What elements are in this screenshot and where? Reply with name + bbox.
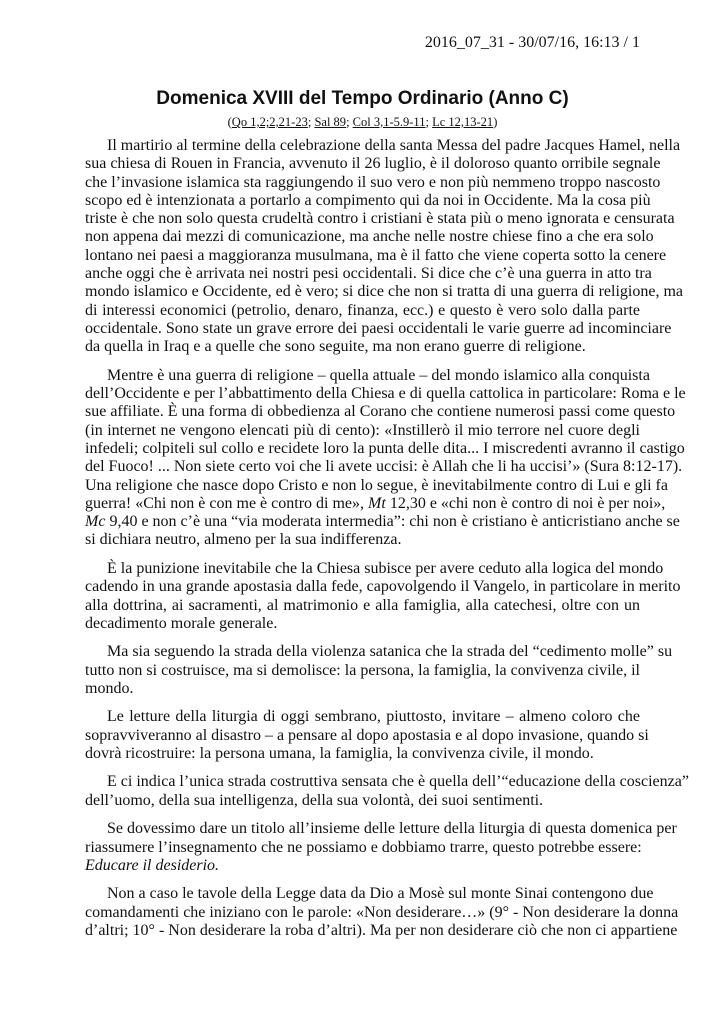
text-line (85, 903, 679, 922)
reference-paren-open: ( (227, 115, 232, 129)
scripture-reference-link[interactable]: Lc 12,13-21 (432, 115, 494, 129)
text-run: Mentre è una guerra di religione – quella attuale – del mondo islamico alla conquista (107, 366, 650, 384)
text-run: del Fuoco! ... Non siete certo voi che li avete uccisi: è Allah che li ha uccisi’» (Sura 8:12-17). (85, 458, 683, 476)
text-line (85, 155, 661, 173)
text-run: di interessi economici (petrolio, denaro, finanza, ecc.) e questo è vero solo dalla parte (85, 301, 640, 319)
text-run: 9,40 e non c’è una “via moderata intermedia”: chi non è cristiano è anticristiano anche se (105, 513, 680, 531)
text-run: cadendo in una grande apostasia dalla fede, capovolgendo il Vangelo, in particolare in merito (85, 578, 681, 596)
scripture-reference-link[interactable]: Col 3,1-5.9-11 (352, 115, 426, 129)
text-line (85, 476, 668, 495)
text-run: lontano nei paesi a maggioranza musulmana, ma è il fatto che viene coperta sotto la cenere (85, 246, 667, 264)
text-line (85, 578, 681, 596)
text-line (85, 680, 640, 698)
text-run: guerra! «Chi non è con me è contro di me», (85, 494, 369, 512)
text-run: riassumere l’insegnamento che ne possiamo e dobbiamo trarre, questo potrebbe essere: (85, 838, 642, 856)
text-line (85, 283, 684, 301)
text-run: È la punizione inevitabile che la Chiesa subisce per avere ceduto alla logica del mondo (107, 559, 664, 577)
text-run: tutto non si costruisce, ma si demolisce: la persona, la famiglia, la convivenza civile, il (85, 661, 640, 679)
text-line (85, 921, 678, 940)
text-run: Non a caso le tavole della Legge data da Dio a Mosè sul monte Sinai contengono due (107, 885, 654, 903)
text-run: occidentale. Sono state un grave errore dei paesi occidentali le varie guerre ad incominciare (85, 319, 672, 337)
text-line (85, 708, 640, 726)
text-line (85, 559, 664, 578)
page-header-meta: 2016_07_31 - 30/07/16, 16:13 / 1 (424, 34, 640, 51)
text-run: decadimento morale generale. (85, 614, 278, 632)
text-line (85, 458, 683, 476)
text-run: mondo islamico e Occidente, ed è vero; si dice che non si tratta di una guerra di religione, ma (85, 283, 684, 301)
text-line (85, 643, 673, 661)
text-line (85, 403, 676, 421)
paragraph (85, 820, 677, 875)
reference-separator: ; (346, 115, 353, 129)
text-run: dell’Occidente e per l’abbattimento della Chiesa e di quella cattolica in particolare: Roma e le (85, 385, 686, 403)
text-line (85, 885, 654, 903)
text-run: Una religione che nasce dopo Cristo e non lo segue, è inevitabilmente contro di Lui e gli fa (85, 476, 668, 494)
text-line (85, 531, 640, 549)
paragraph (85, 366, 686, 550)
text-run: che l’invasione islamica sta raggiungendo il suo vero e non più nemmeno troppo nascosto (85, 173, 661, 191)
text-line (85, 191, 651, 210)
scripture-reference-link[interactable]: Qo 1,2;2,21-23 (231, 115, 308, 129)
paragraph (85, 885, 679, 940)
italic-text: Mc (85, 513, 106, 531)
paragraph (85, 708, 649, 763)
reference-paren-close: ) (493, 115, 498, 129)
text-line (85, 494, 666, 513)
text-run: comandamenti che iniziano con le parole: «Non desiderare…» (9° - Non desiderare la donna (85, 903, 679, 921)
text-run: scopo ed è intenzionata a portarlo a compimento qui da noi in Occidente. Ma la cosa più (85, 191, 651, 209)
text-line (85, 246, 667, 265)
text-line (85, 439, 685, 458)
italic-text: Mt (368, 494, 386, 512)
text-line (85, 422, 640, 440)
text-line (85, 513, 680, 531)
text-line (85, 228, 654, 246)
paragraph (85, 137, 684, 357)
text-line (85, 385, 686, 403)
reference-separator: ; (307, 115, 315, 129)
text-run: triste è che non solo questa crudeltà contro i cristiani è stata più o meno ignorata e censurata (85, 210, 675, 228)
text-run: (in internet ne vengono elencati più di cento): «Instillerò il mio terrore nel cuore degli (85, 421, 640, 439)
text-run: anche oggi che è arrivata nei nostri pesi occidentali. Si dice che c’è una guerra in atto tra (85, 265, 652, 283)
text-run: E ci indica l’unica strada costruttiva sensata che è quella dell’“educazione della coscienza” (107, 773, 689, 791)
text-line (85, 265, 652, 283)
text-line (85, 319, 672, 338)
text-run: infedeli; colpiteli sul collo e recidete loro la punta delle dita... I miscredenti avranno il castigo (85, 439, 685, 457)
text-line (85, 615, 640, 633)
text-line (85, 820, 677, 838)
text-line (85, 366, 650, 385)
text-run: d’altri; 10° - Non desiderare la roba d’altri). Ma per non desiderare ciò che non ci appartiene (85, 921, 678, 939)
text-line (85, 839, 640, 857)
paragraph (85, 643, 673, 698)
text-line (85, 302, 640, 320)
text-line (85, 726, 649, 745)
text-run: si dichiara neutro, almeno per la sua indifferenza. (85, 531, 402, 549)
text-line (85, 210, 675, 228)
scripture-references (0, 115, 725, 130)
reference-separator: ; (425, 115, 433, 129)
text-line (85, 792, 640, 810)
text-run: mondo. (85, 679, 134, 697)
text-run: non appena dai mezzi di comunicazione, ma anche nelle nostre chiese fino a che era solo (85, 228, 654, 246)
text-run: dell’uomo, della sua intelligenza, della sua volontà, dei suoi sentimenti. (85, 791, 544, 809)
text-line (85, 338, 640, 356)
text-line (85, 137, 681, 155)
text-run: Le letture della liturgia di oggi sembrano, piuttosto, invitare – almeno coloro che (107, 708, 640, 726)
text-run: sue affiliate. È una forma di obbedienza al Corano che contiene numerosi passi come questo (85, 403, 676, 421)
text-line (85, 773, 689, 791)
scripture-reference-link[interactable]: Sal 89 (314, 115, 347, 129)
page-title: Domenica XVIII del Tempo Ordinario (Anno C) (156, 88, 569, 109)
text-run: da quella in Iraq e a quelle che sono seguite, ma non erano guerre di religione. (85, 338, 586, 356)
text-line (85, 597, 640, 615)
text-run: Se dovessimo dare un titolo all’insieme delle letture della liturgia di questa domenica per (107, 820, 677, 838)
text-run: alla dottrina, ai sacramenti, al matrimonio e alla famiglia, alla catechesi, oltre con un (85, 596, 640, 614)
text-line (85, 745, 640, 763)
paragraph (85, 773, 689, 810)
text-run: dovrà ricostruire: la persona umana, la famiglia, la convivenza civile, il mondo. (85, 744, 594, 762)
text-run: sua chiesa di Rouen in Francia, avvenuto il 26 luglio, è il doloroso quanto orribile segnale (85, 155, 661, 173)
italic-text: Educare il desiderio. (85, 856, 220, 874)
text-run: Il martirio al termine della celebrazione della santa Messa del padre Jacques Hamel, nella (107, 137, 681, 154)
paragraph (85, 559, 681, 633)
text-line (85, 173, 661, 192)
text-run: 12,30 e «chi non è contro di noi è per noi», (385, 494, 666, 512)
text-line (85, 857, 640, 875)
text-line (85, 662, 640, 680)
text-run: sopravviveranno al disastro – a pensare al dopo apostasia e al dopo invasione, quando si (85, 726, 649, 744)
document-body (85, 137, 689, 950)
text-run: Ma sia seguendo la strada della violenza satanica che la strada del “cedimento molle” su (107, 643, 673, 661)
